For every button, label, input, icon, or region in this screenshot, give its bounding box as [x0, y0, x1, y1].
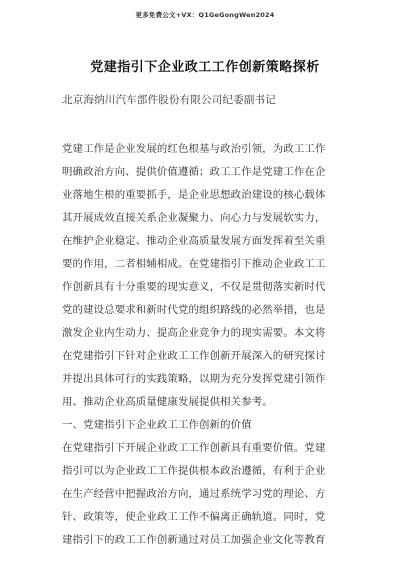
body-line: 党的建设总要求和新时代党的组织路线的必然举措，也是: [62, 304, 326, 316]
body-line: 用、推动企业高质量健康发展提供相关参考。: [62, 396, 273, 408]
top-banner: 更多免费公文+VX：Q1GeGongWen2024: [135, 11, 275, 19]
body-line: 明确政治方向、提供价值遵循；政工工作是党建工作在企: [62, 166, 326, 178]
body-line: 指引可以为企业政工工作提供根本政治遵循，有利于企业: [62, 465, 326, 477]
body-line: 并提出具体可行的实践策略，以期为充分发挥党建引领作: [62, 373, 326, 385]
body-line: 在维护企业稳定、推动企业高质量发展方面发挥着至关重: [62, 235, 326, 247]
body-line: 在党建指引下开展企业政工工作创新具有重要价值。党建: [62, 442, 326, 454]
body-line: 在党建指引下针对企业政工工作创新开展深入的研究探讨: [62, 350, 326, 362]
body-line: 要的作用，二者相辅相成。在党建指引下推动企业政工工: [62, 258, 326, 270]
body-line: 针、政策等，使企业政工工作不偏离正确轨道。同时，党: [62, 511, 326, 523]
body-line: 业落地生根的重要抓手，是企业思想政治建设的核心载体: [62, 189, 326, 201]
body-line: 建指引下的政工工作创新通过对员工加强企业文化等教育: [62, 534, 326, 546]
body-line: 其开展成效直接关系企业凝聚力、向心力与发展软实力，: [62, 212, 326, 224]
author-line: 北京海纳川汽车部件股份有限公司纪委副书记: [62, 94, 276, 106]
document-title: 党建指引下企业政工工作创新策略探析: [90, 60, 320, 75]
body-line: 激发企业内生动力、提高企业竞争力的现实需要。本文将: [62, 327, 326, 339]
body-line: 党建工作是企业发展的红色根基与政治引领，为政工工作: [62, 143, 326, 155]
body-line: 在生产经营中把握政治方向，通过系统学习党的理论、方: [62, 488, 326, 500]
body-line: 作创新具有十分重要的现实意义，不仅是贯彻落实新时代: [62, 281, 326, 293]
section-heading: 一、党建指引下企业政工工作创新的价值: [62, 419, 252, 431]
